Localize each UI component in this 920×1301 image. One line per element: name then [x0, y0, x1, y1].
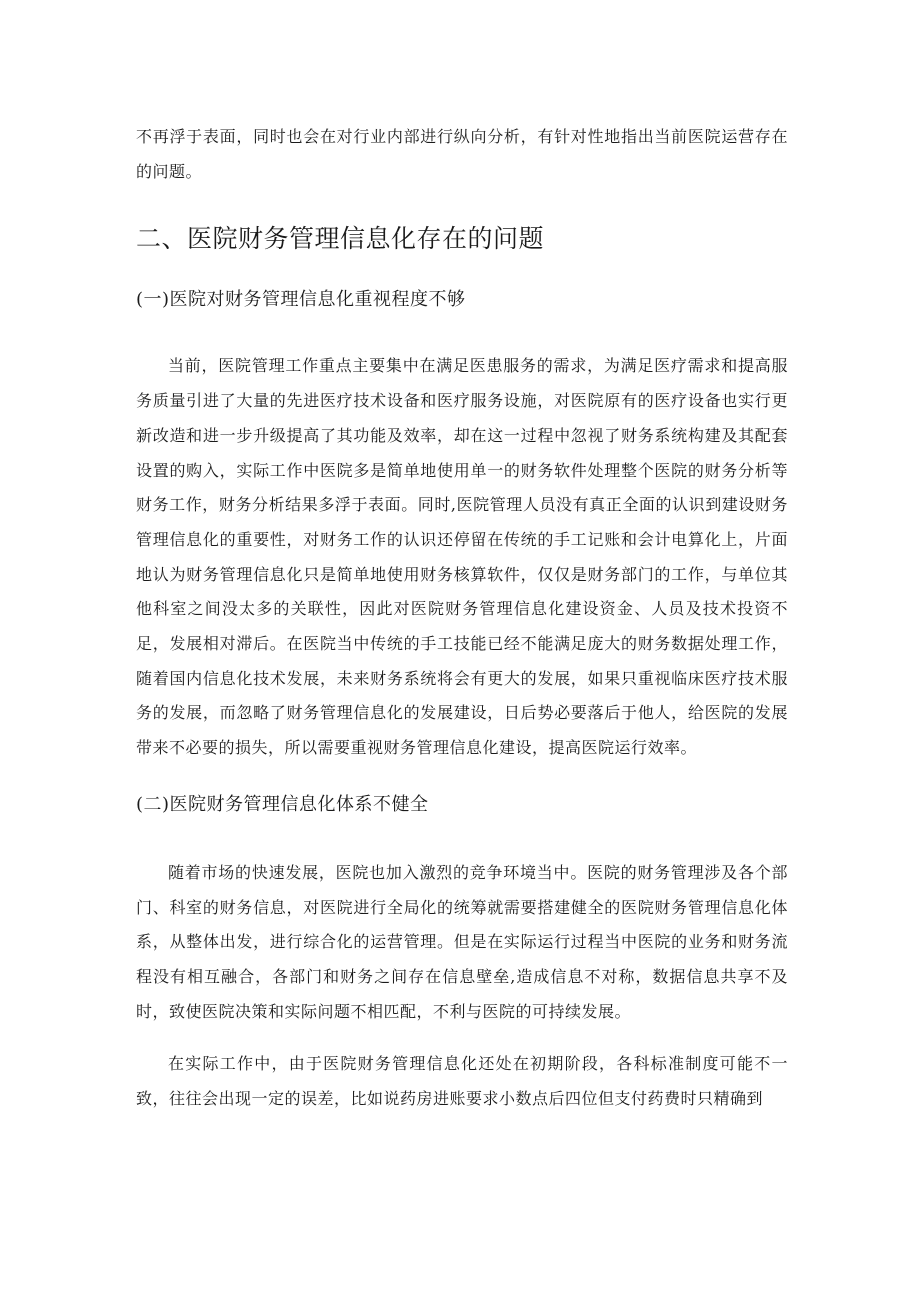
subsection-2-heading: (二)医院财务管理信息化体系不健全 — [136, 793, 429, 815]
subsection-1-paragraph: 当前，医院管理工作重点主要集中在满足医患服务的需求，为满足医疗需求和提高服务质量引进了大量的先进医疗技术设备和医疗服务设施，对医院原有的医疗设备也实行更新改造和进一步升级提高了其功能及效率，却在这一过程中忽视了财务系统构建及其配套设置的购入，实际工作中医院多是简单地使用单一的财务软件处理整个医院的财务分析等财务工作，财务分析结果多浮于表面。同时,医院管理人员没有真正全面的认识到建设财务管理信息化的重要性，对财务工作的认识还停留在传统的手工记账和会计电算化上，片面地认为财务管理信息化只是简单地使用财务核算软件，仅仅是财务部门的工作，与单位其他科室之间没太多的关联性，因此对医院财务管理信息化建设资金、人员及技术投资不足，发展相对滞后。在医院当中传统的手工技能已经不能满足庞大的财务数据处理工作，随着国内信息化技术发展，未来财务系统将会有更大的发展，如果只重视临床医疗技术服务的发展，而忽略了财务管理信息化的发展建设，日后势必要落后于他人，给医院的发展带来不必要的损失，所以需要重视财务管理信息化建设，提高医院运行效率。 — [136, 356, 788, 758]
subsection-1-heading: (一)医院对财务管理信息化重视程度不够 — [136, 289, 466, 311]
subsection-2-paragraph-2: 在实际工作中，由于医院财务管理信息化还处在初期阶段，各科标准制度可能不一致，往往会出现一定的误差，比如说药房进账要求小数点后四位但支付药费时只精确到 — [136, 1054, 788, 1109]
section-heading: 二、医院财务管理信息化存在的问题 — [136, 224, 545, 254]
subsection-2-paragraph-1: 随着市场的快速发展，医院也加入激烈的竞争环境当中。医院的财务管理涉及各个部门、科室的财务信息，对医院进行全局化的统筹就需要搭建健全的医院财务管理信息化体系，从整体出发，进行综合化的运营管理。但是在实际运行过程当中医院的业务和财务流程没有相互融合，各部门和财务之间存在信息壁垒,造成信息不对称，数据信息共享不及时，致使医院决策和实际问题不相匹配，不利与医院的可持续发展。 — [136, 862, 788, 1021]
continuation-paragraph: 不再浮于表面，同时也会在对行业内部进行纵向分析，有针对性地指出当前医院运营存在的问题。 — [136, 127, 788, 181]
document-content — [136, 120, 788, 1117]
